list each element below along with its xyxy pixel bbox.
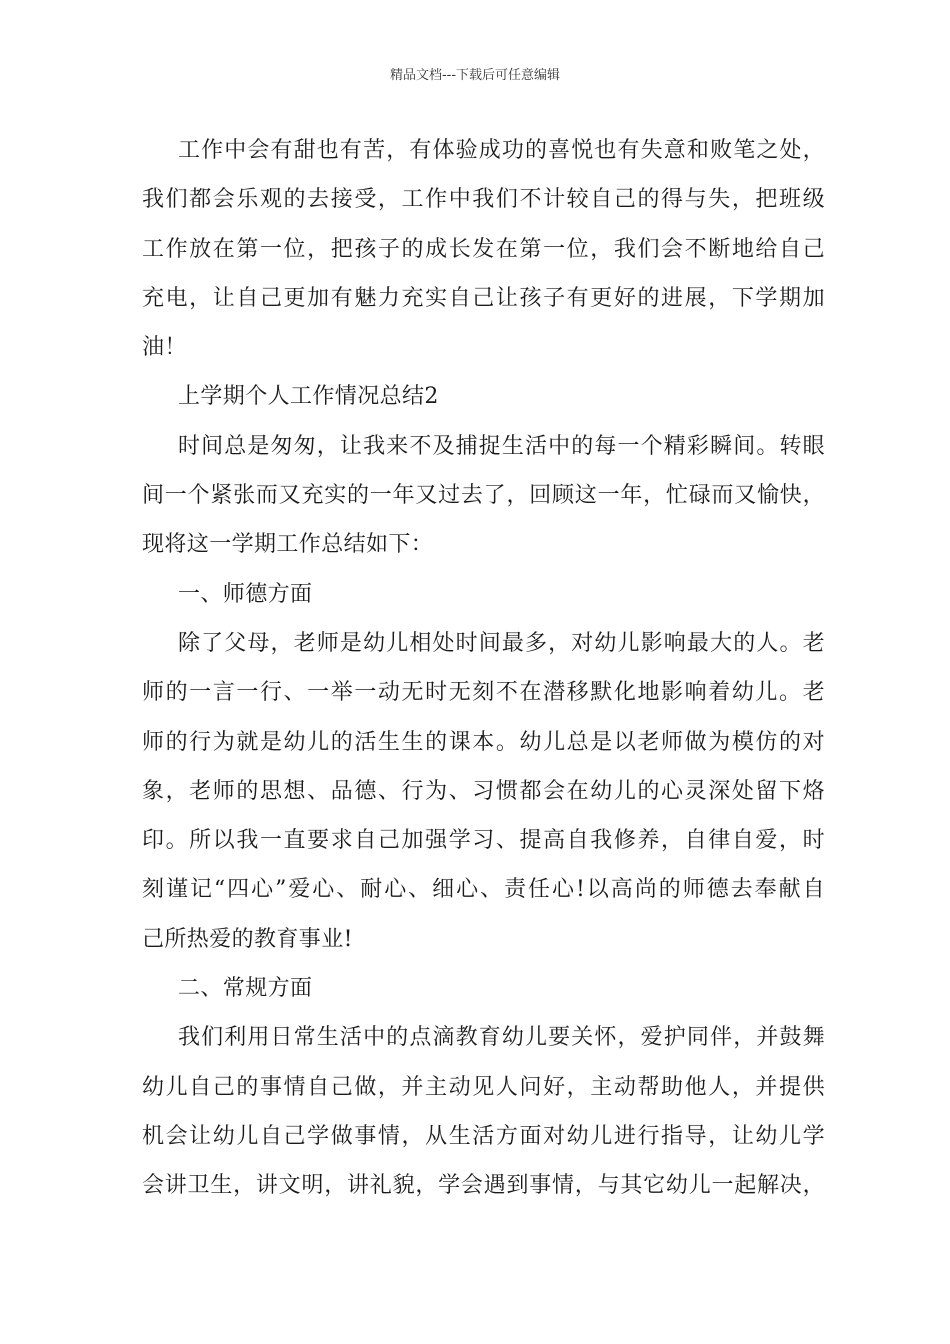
text-line: 刻谨记“四心”爱心、耐心、细心、责任心!以高尚的师德去奉献自 <box>142 877 825 903</box>
page-header: 精品文档---下载后可任意编辑 <box>389 68 561 83</box>
text-line: 师的一言一行、一举一动无时无刻不在潜移默化地影响着幼儿。老 <box>142 680 825 706</box>
text-line: 充电，让自己更加有魅力充实自己让孩子有更好的进展，下学期加 <box>142 285 825 311</box>
text-line: 己所热爱的教育事业! <box>142 926 353 952</box>
text-line: 上学期个人工作情况总结2 <box>178 384 439 410</box>
text-line: 幼儿自己的事情自己做，并主动见人问好，主动帮助他人，并提供 <box>142 1074 825 1100</box>
text-line: 现将这一学期工作总结如下： <box>142 532 434 558</box>
text-line: 二、常规方面 <box>178 976 313 1002</box>
text-line: 我们都会乐观的去接受，工作中我们不计较自己的得与失，把班级 <box>142 187 825 213</box>
text-line: 一、师德方面 <box>178 581 313 607</box>
text-line: 油！ <box>142 335 187 361</box>
text-line: 工作放在第一位，把孩子的成长发在第一位，我们会不断地给自己 <box>142 236 825 262</box>
text-line: 象，老师的思想、品德、行为、习惯都会在幼儿的心灵深处留下烙 <box>142 778 825 804</box>
document-body <box>142 126 825 1211</box>
text-line: 师的行为就是幼儿的活生生的课本。幼儿总是以老师做为模仿的对 <box>142 729 825 755</box>
text-line: 我们利用日常生活中的点滴教育幼儿要关怀，爱护同伴，并鼓舞 <box>178 1025 825 1051</box>
text-line: 除了父母，老师是幼儿相处时间最多，对幼儿影响最大的人。老 <box>178 630 825 656</box>
text-line: 机会让幼儿自己学做事情，从生活方面对幼儿进行指导，让幼儿学 <box>142 1123 825 1149</box>
text-line: 时间总是匆匆，让我来不及捕捉生活中的每一个精彩瞬间。转眼 <box>178 433 825 459</box>
text-line: 会讲卫生，讲文明，讲礼貌，学会遇到事情，与其它幼儿一起解决， <box>142 1173 825 1199</box>
text-line: 工作中会有甜也有苦，有体验成功的喜悦也有失意和败笔之处， <box>178 138 825 163</box>
text-line: 间一个紧张而又充实的一年又过去了，回顾这一年，忙碌而又愉快， <box>142 483 825 509</box>
text-line: 印。所以我一直要求自己加强学习、提高自我修养，自律自爱，时 <box>142 828 825 854</box>
